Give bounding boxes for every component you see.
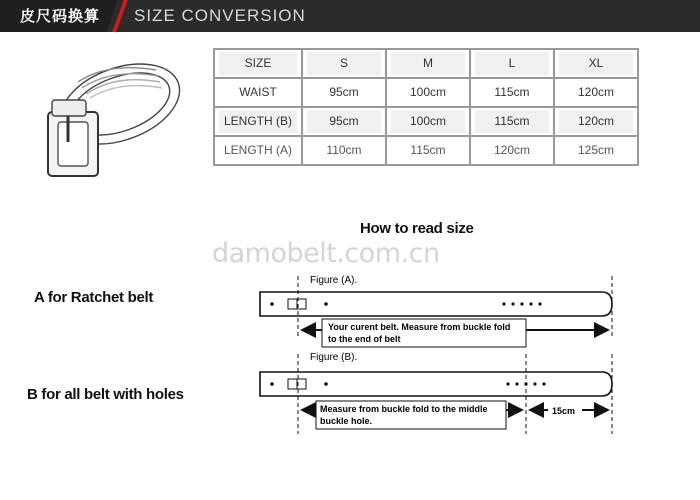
table-cell: 100cm [386,107,470,136]
label-ratchet-belt: A for Ratchet belt [34,289,154,306]
table-row [214,136,638,165]
belt-b-hole [515,382,518,385]
note-a-line2: to the end of belt [328,334,401,344]
table-cell: SIZE [214,49,302,78]
belt-a-hole [520,302,523,305]
table-cell: L [470,49,554,78]
howto-title: How to read size [360,220,474,237]
belt-a-hole [511,302,514,305]
header-title-en: SIZE CONVERSION [134,6,306,25]
table-cell: WAIST [214,78,302,107]
figure-a-caption: Figure (A). [310,275,358,286]
note-b-line1: Measure from buckle fold to the middle [320,404,488,414]
table-cell: LENGTH (A) [214,136,302,165]
table-cell: 95cm [302,107,386,136]
label-15cm: 15cm [552,406,576,416]
note-b-line2: buckle hole. [320,416,373,426]
belt-a-rivet [324,302,328,306]
table-cell: 115cm [470,78,554,107]
table-header-row [214,49,638,78]
table-cell: 125cm [554,136,638,165]
belt-icon [38,42,186,190]
table-cell: 120cm [470,136,554,165]
table-cell: 115cm [470,107,554,136]
table-cell: 95cm [302,78,386,107]
belt-b-hole [542,382,545,385]
belt-b-hole [533,382,536,385]
label-holes-belt: B for all belt with holes [27,386,184,403]
header-title-cn: 皮尺码换算 [0,0,120,32]
belt-a-strap [260,292,612,316]
table-cell: XL [554,49,638,78]
belt-a-hole [529,302,532,305]
table-cell: M [386,49,470,78]
belt-b-rivet [324,382,328,386]
note-a-line1: Your curent belt. Measure from buckle fold [328,322,511,332]
table-row [214,107,638,136]
table-row [214,78,638,107]
table-cell: 120cm [554,78,638,107]
belt-b-hole [506,382,509,385]
table-cell: S [302,49,386,78]
figure-b-caption: Figure (B). [310,352,358,363]
table-cell: LENGTH (B) [214,107,302,136]
belt-b-strap [260,372,612,396]
belt-a-hole [502,302,505,305]
header-bar [0,0,700,32]
size-table [213,48,639,166]
measurement-diagram [250,268,630,448]
belt-a-hole [270,302,274,306]
table-cell: 115cm [386,136,470,165]
belt-a-hole [538,302,541,305]
table-cell: 110cm [302,136,386,165]
belt-b-hole [270,382,274,386]
table-cell: 100cm [386,78,470,107]
table-cell: 120cm [554,107,638,136]
watermark: damobelt.com.cn [212,238,440,269]
